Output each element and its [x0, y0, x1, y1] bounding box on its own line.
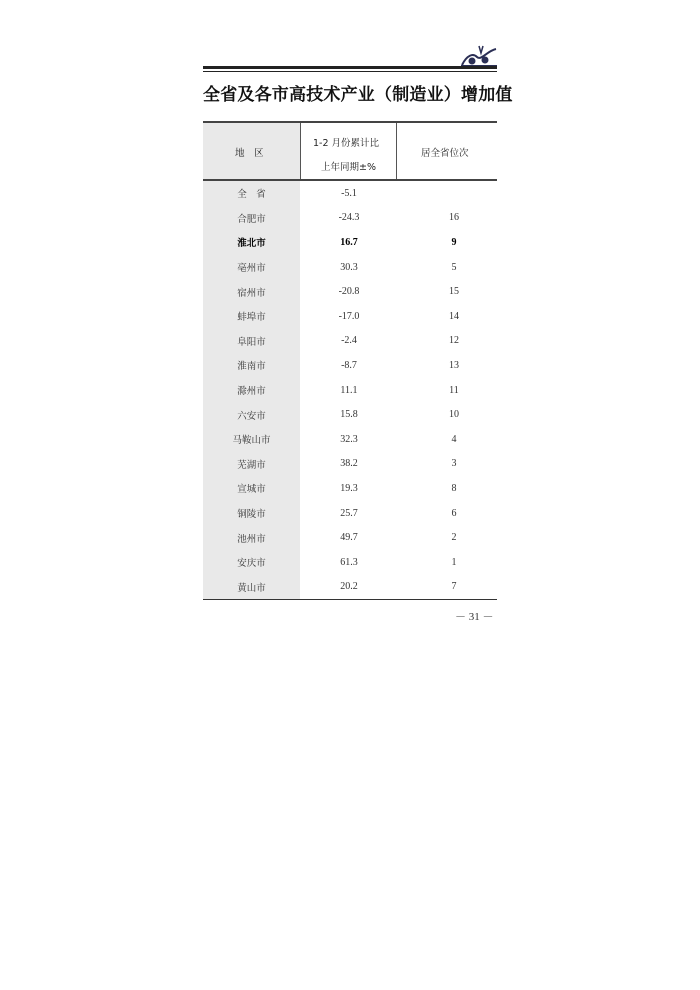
- table-row: [203, 525, 497, 550]
- value-cell: -2.4: [341, 335, 357, 347]
- rank-cell: 10: [449, 409, 459, 421]
- rank-cell: 15: [449, 286, 459, 298]
- region-cell: 亳州市: [237, 263, 266, 275]
- table-row: [203, 550, 497, 575]
- rank-cell: 6: [451, 507, 457, 519]
- value-cell: -20.8: [338, 286, 360, 298]
- rank-cell: 4: [451, 433, 457, 445]
- table-body: [203, 181, 497, 599]
- value-cell: 32.3: [340, 433, 358, 445]
- table-bottom-rule: [203, 599, 497, 600]
- rank-cell: [404, 181, 504, 206]
- region-cell: 合肥市: [237, 213, 266, 225]
- region-cell: 淮南市: [237, 361, 266, 373]
- table-row: [203, 476, 497, 501]
- rank-cell: 7: [451, 581, 457, 593]
- value-cell: -5.1: [341, 187, 357, 199]
- value-cell: 30.3: [340, 261, 358, 273]
- header-cell-value: [300, 123, 397, 179]
- table-row: [203, 452, 497, 477]
- rank-cell: 11: [449, 384, 459, 396]
- page-number: － 31 －: [455, 611, 494, 623]
- table-header: [203, 121, 497, 181]
- region-cell: 蚌埠市: [237, 312, 266, 324]
- rank-cell: 1: [451, 556, 457, 568]
- page-title: 全省及各市高技术产业（制造业）增加值: [203, 85, 513, 105]
- header-cell-rank: [397, 123, 497, 179]
- region-cell: 全 省: [237, 189, 266, 201]
- value-cell: 61.3: [340, 556, 358, 568]
- value-cell: -24.3: [338, 212, 360, 224]
- table-row: [203, 402, 497, 427]
- rank-cell: 3: [451, 458, 457, 470]
- value-cell: 25.7: [340, 507, 358, 519]
- rank-cell: 12: [449, 335, 459, 347]
- header-value-label-line1: 1-2 月份累计比: [313, 138, 380, 149]
- value-cell: 49.7: [340, 532, 358, 544]
- table-row: [203, 378, 497, 403]
- region-cell: 铜陵市: [237, 509, 266, 521]
- rank-cell: 14: [449, 310, 459, 322]
- value-cell: 20.2: [340, 581, 358, 593]
- region-cell: 宣城市: [237, 484, 266, 496]
- value-cell: 15.8: [340, 409, 358, 421]
- rank-cell: 2: [451, 532, 457, 544]
- region-cell: 六安市: [237, 410, 266, 422]
- value-cell: 11.1: [340, 384, 358, 396]
- header-cell-region: [203, 123, 300, 179]
- header-rank-label: 居全省位次: [421, 148, 469, 159]
- rank-cell: 13: [449, 359, 459, 371]
- table-row: [203, 255, 497, 280]
- table-row: [203, 575, 497, 600]
- region-cell: 芜湖市: [237, 459, 266, 471]
- table-row: [203, 279, 497, 304]
- table-row: [203, 353, 497, 378]
- table-row: [203, 501, 497, 526]
- header-value-label-line2: 上年同期±%: [321, 162, 376, 173]
- region-cell: 阜阳市: [237, 336, 266, 348]
- rank-cell: 9: [451, 236, 457, 248]
- value-cell: 38.2: [340, 458, 358, 470]
- region-cell: 滁州市: [237, 386, 266, 398]
- region-cell: 黄山市: [237, 582, 266, 594]
- region-cell: 池州市: [237, 533, 266, 545]
- value-cell: -17.0: [338, 310, 360, 322]
- rank-cell: 16: [449, 212, 459, 224]
- header-region-label: 地 区: [235, 148, 264, 159]
- table-row: [203, 181, 497, 206]
- rank-cell: 5: [451, 261, 457, 273]
- header-rule-thick: [203, 66, 497, 69]
- region-cell: 宿州市: [237, 287, 266, 299]
- rank-cell: 8: [451, 482, 457, 494]
- table-row: [203, 304, 497, 329]
- data-table: [203, 121, 497, 600]
- region-cell: 马鞍山市: [232, 435, 271, 447]
- region-cell: 淮北市: [237, 238, 266, 250]
- table-row: [203, 427, 497, 452]
- value-cell: -8.7: [341, 359, 357, 371]
- header-rule-thin: [203, 71, 497, 72]
- value-cell: 16.7: [340, 236, 358, 248]
- table-row: [203, 230, 497, 255]
- table-row: [203, 329, 497, 354]
- table-row: [203, 206, 497, 231]
- value-cell: 19.3: [340, 482, 358, 494]
- region-cell: 安庆市: [237, 558, 266, 570]
